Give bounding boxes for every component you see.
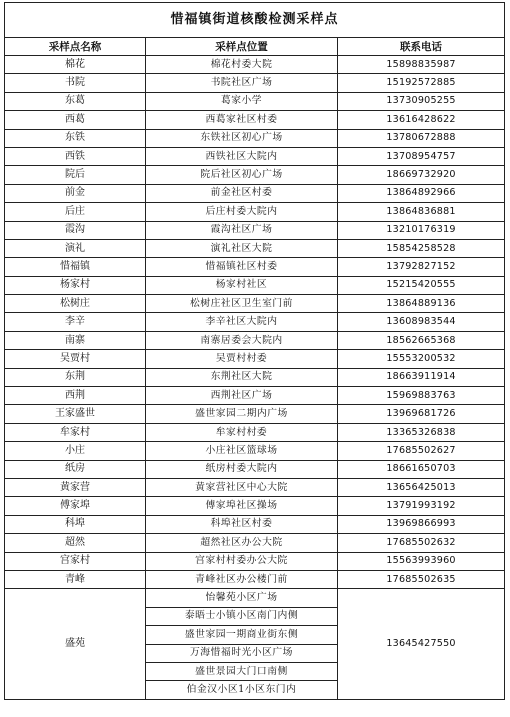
group-phone-cell: 13645427550: [338, 589, 505, 699]
group-site-name-cell: 盛苑: [5, 589, 146, 699]
site-phone-cell: 13608983544: [338, 313, 505, 331]
table-row: [5, 92, 505, 110]
site-phone-cell: 13656425013: [338, 478, 505, 496]
site-name-cell: 前金: [5, 184, 146, 202]
table-title: 惜福镇街道核酸检测采样点: [5, 3, 505, 38]
site-phone-cell: 13791993192: [338, 497, 505, 515]
table-row: [5, 368, 505, 386]
site-location-cell: 东铁社区初心广场: [146, 129, 338, 147]
site-location-cell: 青峰社区办公楼门前: [146, 570, 338, 588]
site-phone-cell: 13864892966: [338, 184, 505, 202]
site-name-cell: 傅家埠: [5, 497, 146, 515]
table-row: [5, 515, 505, 533]
site-phone-cell: 15553200532: [338, 350, 505, 368]
site-name-cell: 惜福镇: [5, 258, 146, 276]
site-location-cell: 前金社区村委: [146, 184, 338, 202]
table-row: [5, 570, 505, 588]
site-location-cell: 霞沟社区广场: [146, 221, 338, 239]
table-row: [5, 239, 505, 257]
table-row: [5, 478, 505, 496]
group-location-cell: 伯金汉小区1小区东门内: [146, 681, 338, 699]
table-row: [5, 147, 505, 165]
header-phone: 联系电话: [338, 38, 505, 56]
table-row: [5, 184, 505, 202]
site-phone-cell: 13969866993: [338, 515, 505, 533]
site-location-cell: 西荆社区广场: [146, 387, 338, 405]
site-location-cell: 杨家村社区: [146, 276, 338, 294]
group-location-cell: 盛世家园一期商业街东侧: [146, 626, 338, 644]
sampling-sites-sheet: [4, 2, 504, 700]
site-name-cell: 牟家村: [5, 423, 146, 441]
site-name-cell: 黄家营: [5, 478, 146, 496]
table-row: [5, 129, 505, 147]
table-row: [5, 442, 505, 460]
site-name-cell: 杨家村: [5, 276, 146, 294]
site-phone-cell: 15192572885: [338, 74, 505, 92]
site-phone-cell: 13616428622: [338, 111, 505, 129]
site-phone-cell: 13864836881: [338, 203, 505, 221]
site-phone-cell: 13365326838: [338, 423, 505, 441]
site-location-cell: 演礼社区大院: [146, 239, 338, 257]
table-row: [5, 331, 505, 349]
site-name-cell: 纸房: [5, 460, 146, 478]
group-location-cell: 怡馨苑小区广场: [146, 589, 338, 607]
site-location-cell: 科埠社区村委: [146, 515, 338, 533]
site-name-cell: 后庄: [5, 203, 146, 221]
site-name-cell: 超然: [5, 534, 146, 552]
site-name-cell: 吴贾村: [5, 350, 146, 368]
site-phone-cell: 13730905255: [338, 92, 505, 110]
site-name-cell: 书院: [5, 74, 146, 92]
table-row: [5, 460, 505, 478]
table-row: [5, 276, 505, 294]
group-location-cell: 盛世景园大门口南侧: [146, 662, 338, 680]
site-phone-cell: 15215420555: [338, 276, 505, 294]
site-location-cell: 南寨居委会大院内: [146, 331, 338, 349]
site-phone-cell: 15854258528: [338, 239, 505, 257]
site-phone-cell: 18562665368: [338, 331, 505, 349]
site-name-cell: 松树庄: [5, 295, 146, 313]
site-phone-cell: 13792827152: [338, 258, 505, 276]
group-location-cell: 万海惜福时光小区广场: [146, 644, 338, 662]
site-phone-cell: 18669732920: [338, 166, 505, 184]
site-phone-cell: 15898835987: [338, 56, 505, 74]
header-name: 采样点名称: [5, 38, 146, 56]
site-phone-cell: 17685502632: [338, 534, 505, 552]
site-name-cell: 院后: [5, 166, 146, 184]
header-location: 采样点位置: [146, 38, 338, 56]
sampling-sites-table: [4, 2, 505, 700]
site-location-cell: 惜福镇社区村委: [146, 258, 338, 276]
site-phone-cell: 13780672888: [338, 129, 505, 147]
table-row: [5, 166, 505, 184]
site-name-cell: 西荆: [5, 387, 146, 405]
site-name-cell: 东荆: [5, 368, 146, 386]
site-location-cell: 西葛家社区村委: [146, 111, 338, 129]
site-phone-cell: 15969883763: [338, 387, 505, 405]
site-name-cell: 青峰: [5, 570, 146, 588]
table-row: [5, 405, 505, 423]
site-location-cell: 李辛社区大院内: [146, 313, 338, 331]
site-location-cell: 牟家村村委: [146, 423, 338, 441]
site-location-cell: 棉花村委大院: [146, 56, 338, 74]
table-row: [5, 552, 505, 570]
table-row: [5, 423, 505, 441]
site-location-cell: 东荆社区大院: [146, 368, 338, 386]
site-phone-cell: 15563993960: [338, 552, 505, 570]
site-location-cell: 小庄社区篮球场: [146, 442, 338, 460]
site-location-cell: 吴贾村村委: [146, 350, 338, 368]
site-name-cell: 宫家村: [5, 552, 146, 570]
site-name-cell: 小庄: [5, 442, 146, 460]
site-location-cell: 后庄村委大院内: [146, 203, 338, 221]
table-row: [5, 295, 505, 313]
site-location-cell: 宫家村村委办公大院: [146, 552, 338, 570]
site-location-cell: 盛世家园二期内广场: [146, 405, 338, 423]
site-name-cell: 西葛: [5, 111, 146, 129]
site-name-cell: 演礼: [5, 239, 146, 257]
table-row: [5, 350, 505, 368]
table-row: [5, 497, 505, 515]
table-row: [5, 534, 505, 552]
site-phone-cell: 13864889136: [338, 295, 505, 313]
site-name-cell: 李辛: [5, 313, 146, 331]
site-name-cell: 东葛: [5, 92, 146, 110]
site-phone-cell: 13708954757: [338, 147, 505, 165]
site-location-cell: 纸房村委大院内: [146, 460, 338, 478]
table-row: [5, 387, 505, 405]
site-phone-cell: 17685502635: [338, 570, 505, 588]
site-name-cell: 东铁: [5, 129, 146, 147]
site-location-cell: 书院社区广场: [146, 74, 338, 92]
table-row: [5, 221, 505, 239]
table-row: [5, 203, 505, 221]
site-location-cell: 傅家埠社区操场: [146, 497, 338, 515]
site-name-cell: 西铁: [5, 147, 146, 165]
site-location-cell: 葛家小学: [146, 92, 338, 110]
site-phone-cell: 13969681726: [338, 405, 505, 423]
site-location-cell: 超然社区办公大院: [146, 534, 338, 552]
site-name-cell: 棉花: [5, 56, 146, 74]
site-phone-cell: 17685502627: [338, 442, 505, 460]
site-phone-cell: 18663911914: [338, 368, 505, 386]
table-row: [5, 111, 505, 129]
table-row: [5, 74, 505, 92]
table-row: [5, 56, 505, 74]
site-location-cell: 院后社区初心广场: [146, 166, 338, 184]
site-location-cell: 黄家营社区中心大院: [146, 478, 338, 496]
site-phone-cell: 18661650703: [338, 460, 505, 478]
table-row: [5, 313, 505, 331]
site-location-cell: 松树庄社区卫生室门前: [146, 295, 338, 313]
title-row: [5, 3, 505, 38]
site-name-cell: 霞沟: [5, 221, 146, 239]
site-name-cell: 科埠: [5, 515, 146, 533]
table-row: [5, 258, 505, 276]
table-row: [5, 589, 505, 607]
header-row: [5, 38, 505, 56]
site-name-cell: 王家盛世: [5, 405, 146, 423]
site-name-cell: 南寨: [5, 331, 146, 349]
site-location-cell: 西铁社区大院内: [146, 147, 338, 165]
site-phone-cell: 13210176319: [338, 221, 505, 239]
group-location-cell: 泰晤士小镇小区南门内侧: [146, 607, 338, 625]
